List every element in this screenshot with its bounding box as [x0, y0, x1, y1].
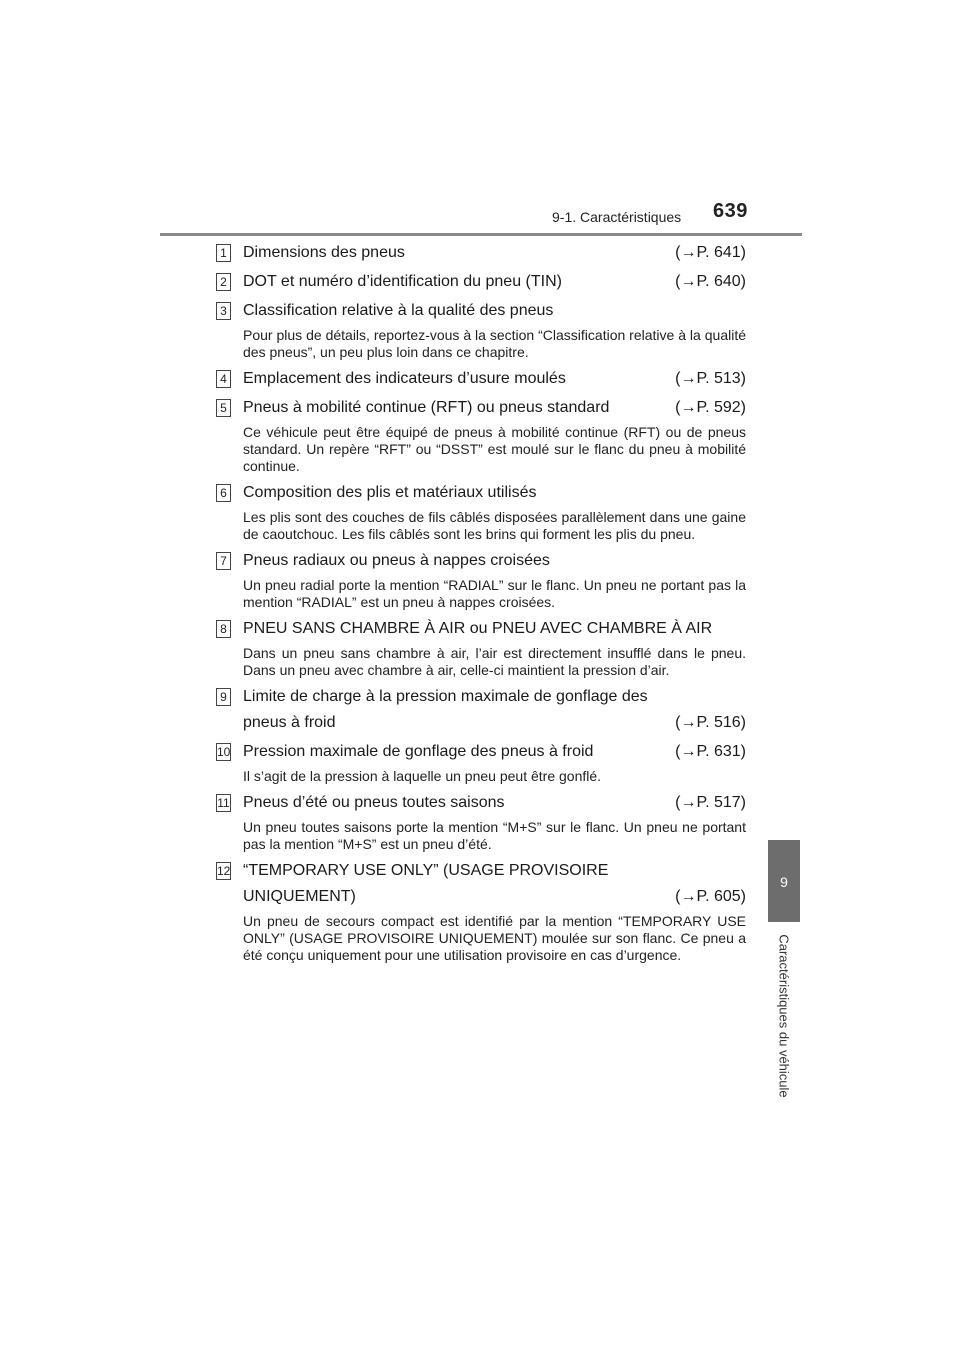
item-number-badge: 5 [216, 399, 231, 417]
list-item [216, 298, 746, 361]
item-heading-line [216, 710, 746, 736]
page-reference[interactable]: (→P. 516) [675, 714, 746, 731]
item-description: Un pneu radial porte la mention “RADIAL” sur le flanc. Un pneu ne portant pas la mention “RADIAL” est un pneu à nappes croisées. [243, 577, 746, 610]
page-number: 639 [713, 200, 748, 222]
item-heading-line [216, 858, 746, 884]
list-item [216, 395, 746, 475]
item-heading-line [216, 240, 746, 266]
item-heading: Emplacement des indicateurs d’usure moulés [243, 370, 566, 387]
page-reference[interactable]: (→P. 517) [675, 794, 746, 811]
page-reference[interactable]: (→P. 631) [675, 743, 746, 760]
item-number-badge: 12 [217, 864, 231, 878]
item-heading: Pneus d’été ou pneus toutes saisons [243, 794, 505, 811]
section-title: 9-1. Caractéristiques [552, 209, 682, 225]
header-divider [160, 233, 802, 236]
item-heading-line [216, 790, 746, 816]
item-heading: pneus à froid [243, 714, 336, 731]
list-item [216, 739, 746, 785]
list-item [216, 858, 746, 964]
list-item [216, 616, 746, 679]
item-heading: Composition des plis et matériaux utilisés [243, 484, 537, 501]
item-number-badge: 3 [216, 302, 231, 320]
item-description: Pour plus de détails, reportez-vous à la section “Classification relative à la qualité des pneus”, un peu plus loin dans ce chapitre. [243, 327, 746, 360]
item-heading: Limite de charge à la pression maximale de gonflage des [243, 688, 648, 705]
item-heading-line [216, 395, 746, 421]
item-heading-line [216, 684, 746, 710]
item-number-badge: 6 [216, 484, 231, 502]
item-number-badge: 2 [216, 273, 231, 291]
item-heading: Classification relative à la qualité des pneus [243, 302, 554, 319]
page-reference[interactable]: (→P. 592) [675, 399, 746, 416]
item-number-badge: 11 [217, 796, 230, 810]
item-number-badge: 9 [216, 688, 231, 706]
page-reference[interactable]: (→P. 640) [675, 273, 746, 290]
item-heading: Pression maximale de gonflage des pneus à froid [243, 743, 594, 760]
list-item [216, 366, 746, 392]
item-heading: Pneus radiaux ou pneus à nappes croisées [243, 552, 550, 569]
item-heading-line [216, 366, 746, 392]
item-description: Ce véhicule peut être équipé de pneus à mobilité continue (RFT) ou de pneus standard. Un repère “RFT” ou “DSST” est moulé sur le flanc du pneu à mobilité continue. [243, 424, 746, 474]
item-number-badge: 4 [216, 370, 231, 388]
item-heading-line [216, 616, 746, 642]
item-description: Un pneu de secours compact est identifié par la mention “TEMPORARY USE ONLY” (USAGE PROVISOIRE UNIQUEMENT) moulée sur son flanc. Ce pneu a été conçu uniquement pour une utilisation provisoire en cas d’urgence. [243, 913, 746, 963]
list-item [216, 548, 746, 611]
list-item [216, 684, 746, 736]
item-number-badge: 8 [216, 620, 231, 638]
item-heading-line [216, 548, 746, 574]
item-heading: Dimensions des pneus [243, 244, 405, 261]
chapter-number: 9 [780, 874, 788, 890]
page-header [0, 200, 960, 236]
item-heading-line [216, 269, 746, 295]
list-item [216, 790, 746, 853]
item-description: Les plis sont des couches de fils câblés disposées parallèlement dans une gaine de caoutchouc. Les fils câblés sont les brins qui forment les plis du pneu. [243, 509, 746, 542]
item-heading: Pneus à mobilité continue (RFT) ou pneus standard [243, 399, 610, 416]
item-heading-line [216, 739, 746, 765]
list-item [216, 240, 746, 266]
item-heading: DOT et numéro d’identification du pneu (TIN) [243, 273, 562, 290]
chapter-label: Caractéristiques du véhicule [776, 934, 792, 1098]
item-heading-line [216, 480, 746, 506]
page-reference[interactable]: (→P. 513) [675, 370, 746, 387]
item-description: Dans un pneu sans chambre à air, l’air est directement insufflé dans le pneu. Dans un pneu avec chambre à air, celle-ci maintient la pression d’air. [243, 645, 746, 678]
tire-markings-list [216, 240, 746, 969]
item-description: Un pneu toutes saisons porte la mention “M+S” sur le flanc. Un pneu ne portant pas la mention “M+S” est un pneu d’été. [243, 819, 746, 852]
item-heading: “TEMPORARY USE ONLY” (USAGE PROVISOIRE [243, 862, 609, 879]
item-number-badge: 7 [216, 552, 231, 570]
item-heading: PNEU SANS CHAMBRE À AIR ou PNEU AVEC CHAMBRE À AIR [243, 620, 713, 637]
item-number-badge: 10 [217, 745, 231, 759]
page-reference[interactable]: (→P. 605) [675, 888, 746, 905]
item-heading-line [216, 298, 746, 324]
page-reference[interactable]: (→P. 641) [675, 244, 746, 261]
item-heading-line [216, 884, 746, 910]
list-item [216, 480, 746, 543]
item-description: Il s’agit de la pression à laquelle un pneu peut être gonflé. [243, 768, 602, 784]
item-number-badge: 1 [216, 244, 231, 262]
chapter-tab [768, 840, 800, 922]
item-heading: UNIQUEMENT) [243, 888, 356, 905]
list-item [216, 269, 746, 295]
